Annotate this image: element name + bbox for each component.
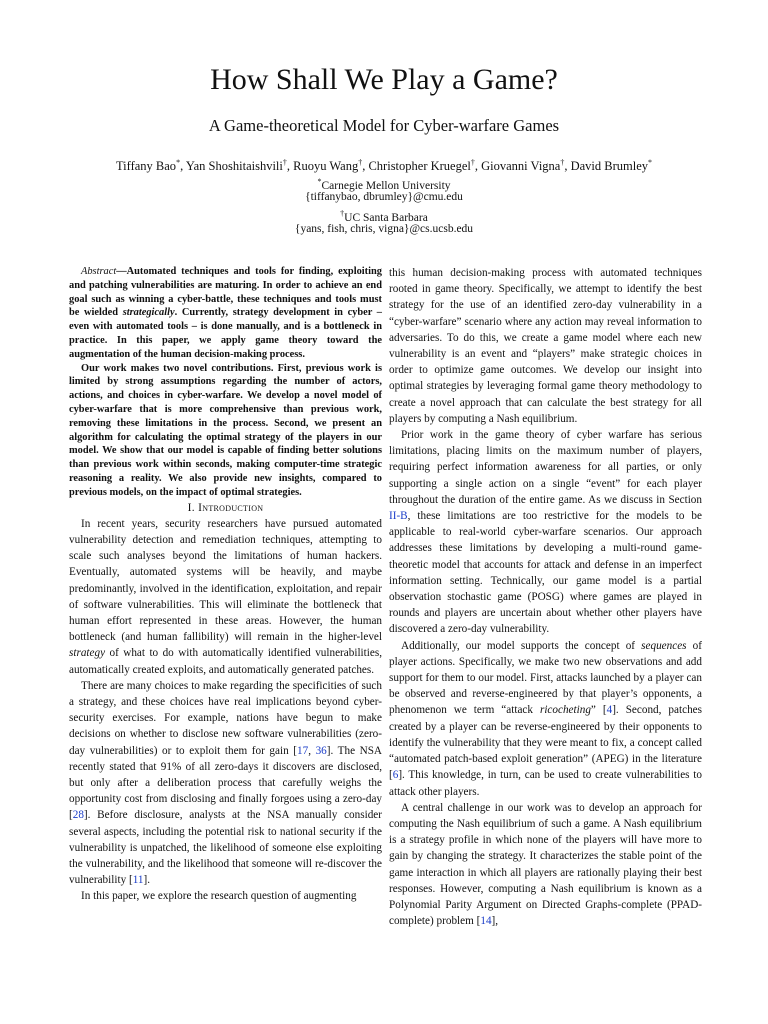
author-list [0, 154, 768, 175]
author-mark: † [282, 158, 287, 167]
author-mark: * [648, 158, 653, 167]
citation-link[interactable]: 17 [297, 744, 309, 757]
paper-title: How Shall We Play a Game? [210, 63, 558, 96]
abstract-label: Abstract [81, 266, 117, 277]
body-paragraph: A central challenge in our work was to develop an approach for computing the Nash equilibrium of such a game. A Nash equilibrium is a strategy profile in which none of the players will have more to gain by changing the strategy. It characterizes the stable point of the game interaction in which all players are rationally playing their best responses. However, computing a Nash equilibrium is known as a Polynomial Parity Argument on Directed Graphs-complete (PPAD-complete) problem [14], [389, 801, 702, 928]
author-name: Yan Shoshitaishvili [185, 159, 283, 174]
author-separator: , [564, 159, 571, 174]
abstract-paragraph: Our work makes two novel contributions. First, previous work is limited by strong assumptions regarding the number of actors, actions, and choices in cyber-warfare. We develop a novel model of cyber-warfare that is more comprehensive than previous work, removing these limitations in the process. Second, we present an algorithm for calculating the optimal strategy of the players in our model. We show that our model is capable of finding better solutions than previous work within seconds, making computer-time strategic reasoning a reality. We also provide new insights, compared to previous models, on the impact of optimal strategies. [69, 362, 382, 498]
citation-link[interactable]: 4 [606, 704, 613, 717]
citation-link[interactable]: 11 [132, 874, 144, 887]
author-name: Tiffany Bao [115, 159, 177, 174]
paper-subtitle: A Game-theoretical Model for Cyber-warfare Games [208, 116, 560, 135]
body-paragraph: Prior work in the game theory of cyber warfare has serious limitations, placing limits on the maximum number of players, requiring perfect information awareness for all parties, or only supporting a single action on a single “event” for each player throughout the duration of the entire game. As we discuss in Section II-B, these limitations are too restrictive for the models to be applicable to real-world cyber-warfare scenarios. Our approach addresses these limitations by developing a multi-round game-theoretic model that accounts for attack and defense in an imperfect information setting. Technically, our game model is a partial observation stochastic game (POSG) where games are played in rounds and players are uncertain about whether other players have discovered a zero-day vulnerability. [389, 429, 702, 636]
affiliation-name: *Carnegie Mellon University [317, 177, 451, 192]
author-separator: , [474, 159, 482, 174]
affiliation-mark: * [317, 177, 322, 186]
author-separator: , [180, 159, 186, 174]
author-mark: † [560, 158, 565, 167]
author-name: Ruoyu Wang [293, 159, 359, 174]
affiliation-mark: † [340, 209, 345, 218]
citation-link[interactable]: 36 [315, 744, 327, 757]
abstract [69, 265, 382, 500]
affiliation-email: {tiffanybao, dbrumley}@cmu.edu [305, 191, 463, 203]
author-mark: * [176, 158, 181, 167]
author-name: Christopher Kruegel [368, 159, 471, 174]
author-mark: † [358, 158, 363, 167]
citation-link[interactable]: 28 [72, 809, 84, 822]
affiliation-email: {yans, fish, chris, vigna}@cs.ucsb.edu [294, 223, 474, 235]
left-column [69, 265, 382, 905]
right-column [389, 265, 702, 929]
author-name: David Brumley [570, 159, 649, 174]
abstract-paragraph: Abstract—Automated techniques and tools for finding, exploiting and patching vulnerabilities are maturing. In order to achieve an end goal such as winning a cyber-battle, these techniques and tools must be wielded strategically. Currently, strategy development in cyber – even with automated tools – is done manually, and is a bottleneck in practice. In this paper, we apply game theory toward the augmentation of the human decision-making process. [69, 266, 383, 360]
author-separator: , [362, 159, 369, 174]
body-paragraph: In this paper, we explore the research question of augmenting [81, 890, 357, 903]
body-paragraph: Additionally, our model supports the concept of sequences of player actions. Specifically, we make two new observations and add support for them to our model. First, attacks launched by a player can be observed and reverse-engineered by that player’s opponents, a phenomenon we term “attack ricocheting” [4]. Second, patches created by a player can be reverse-engineered by their opponents to identify the vulnerability that they were meant to fix, a concept called “automated patch-based exploit generation” (APEG) in the literature [6]. This knowledge, in turn, can be used to create vulnerabilities to attack other players. [389, 639, 702, 798]
body-paragraph: In recent years, security researchers have pursued automated vulnerability detection and remediation techniques, attempting to scale such analyses beyond the limitations of human hackers. Eventually, automated systems will be heavily, and maybe predominantly, involved in the identification, exploitation, and repair of software vulnerabilities. This will eliminate the bottleneck that human effort represented in these areas. However, the human bottleneck (and human fallibility) will remain in the higher-level strategy of what to do with automatically identified vulnerabilities, automatically created exploits, and automatically generated patches. [69, 517, 382, 676]
section-ref-link[interactable]: II-B [389, 510, 408, 523]
section-heading: I. Introduction [187, 501, 264, 514]
author-name: Giovanni Vigna [481, 159, 561, 174]
author-separator: , [286, 159, 294, 174]
citation-link[interactable]: 6 [392, 769, 399, 782]
citation-link[interactable]: 14 [480, 915, 492, 928]
affiliation-name: †UC Santa Barbara [340, 209, 428, 224]
author-mark: † [470, 158, 475, 167]
body-paragraph: There are many choices to make regarding the specificities of such a strategy, and these choices have real implications beyond cyber-security exercises. For example, nations have begun to make decisions on whether to disclose new software vulnerabilities (zero-day vulnerabilities) or to exploit them for gain [17, 36]. The NSA recently stated that 91% of all zero-days it discovers are disclosed, but only after a deliberation process that carefully weighs the opportunity cost from disclosing and finally forgoes using a zero-day [28]. Before disclosure, analysts at the NSA manually consider several aspects, including the potential risk to national security if the vulnerability is unpatched, the likelihood of someone else exploiting the vulnerability, and the likelihood that someone will re-discover the vulnerability [11]. [69, 679, 382, 887]
body-paragraph: this human decision-making process with automated techniques rooted in game theory. Specifically, we attempt to identify the best strategy for the use of an identified zero-day vulnerability in a “cyber-warfare” scenario where any action may reveal information to adversaries. To do this, we create a game model where each new vulnerability is an event and “players” make strategic choices in order to optimize game outcomes. We develop our insight into optimal strategies by leveraging formal game theory methodology to create a novel approach that can calculate the best strategy for all players by computing a Nash equilibrium. [389, 267, 702, 425]
